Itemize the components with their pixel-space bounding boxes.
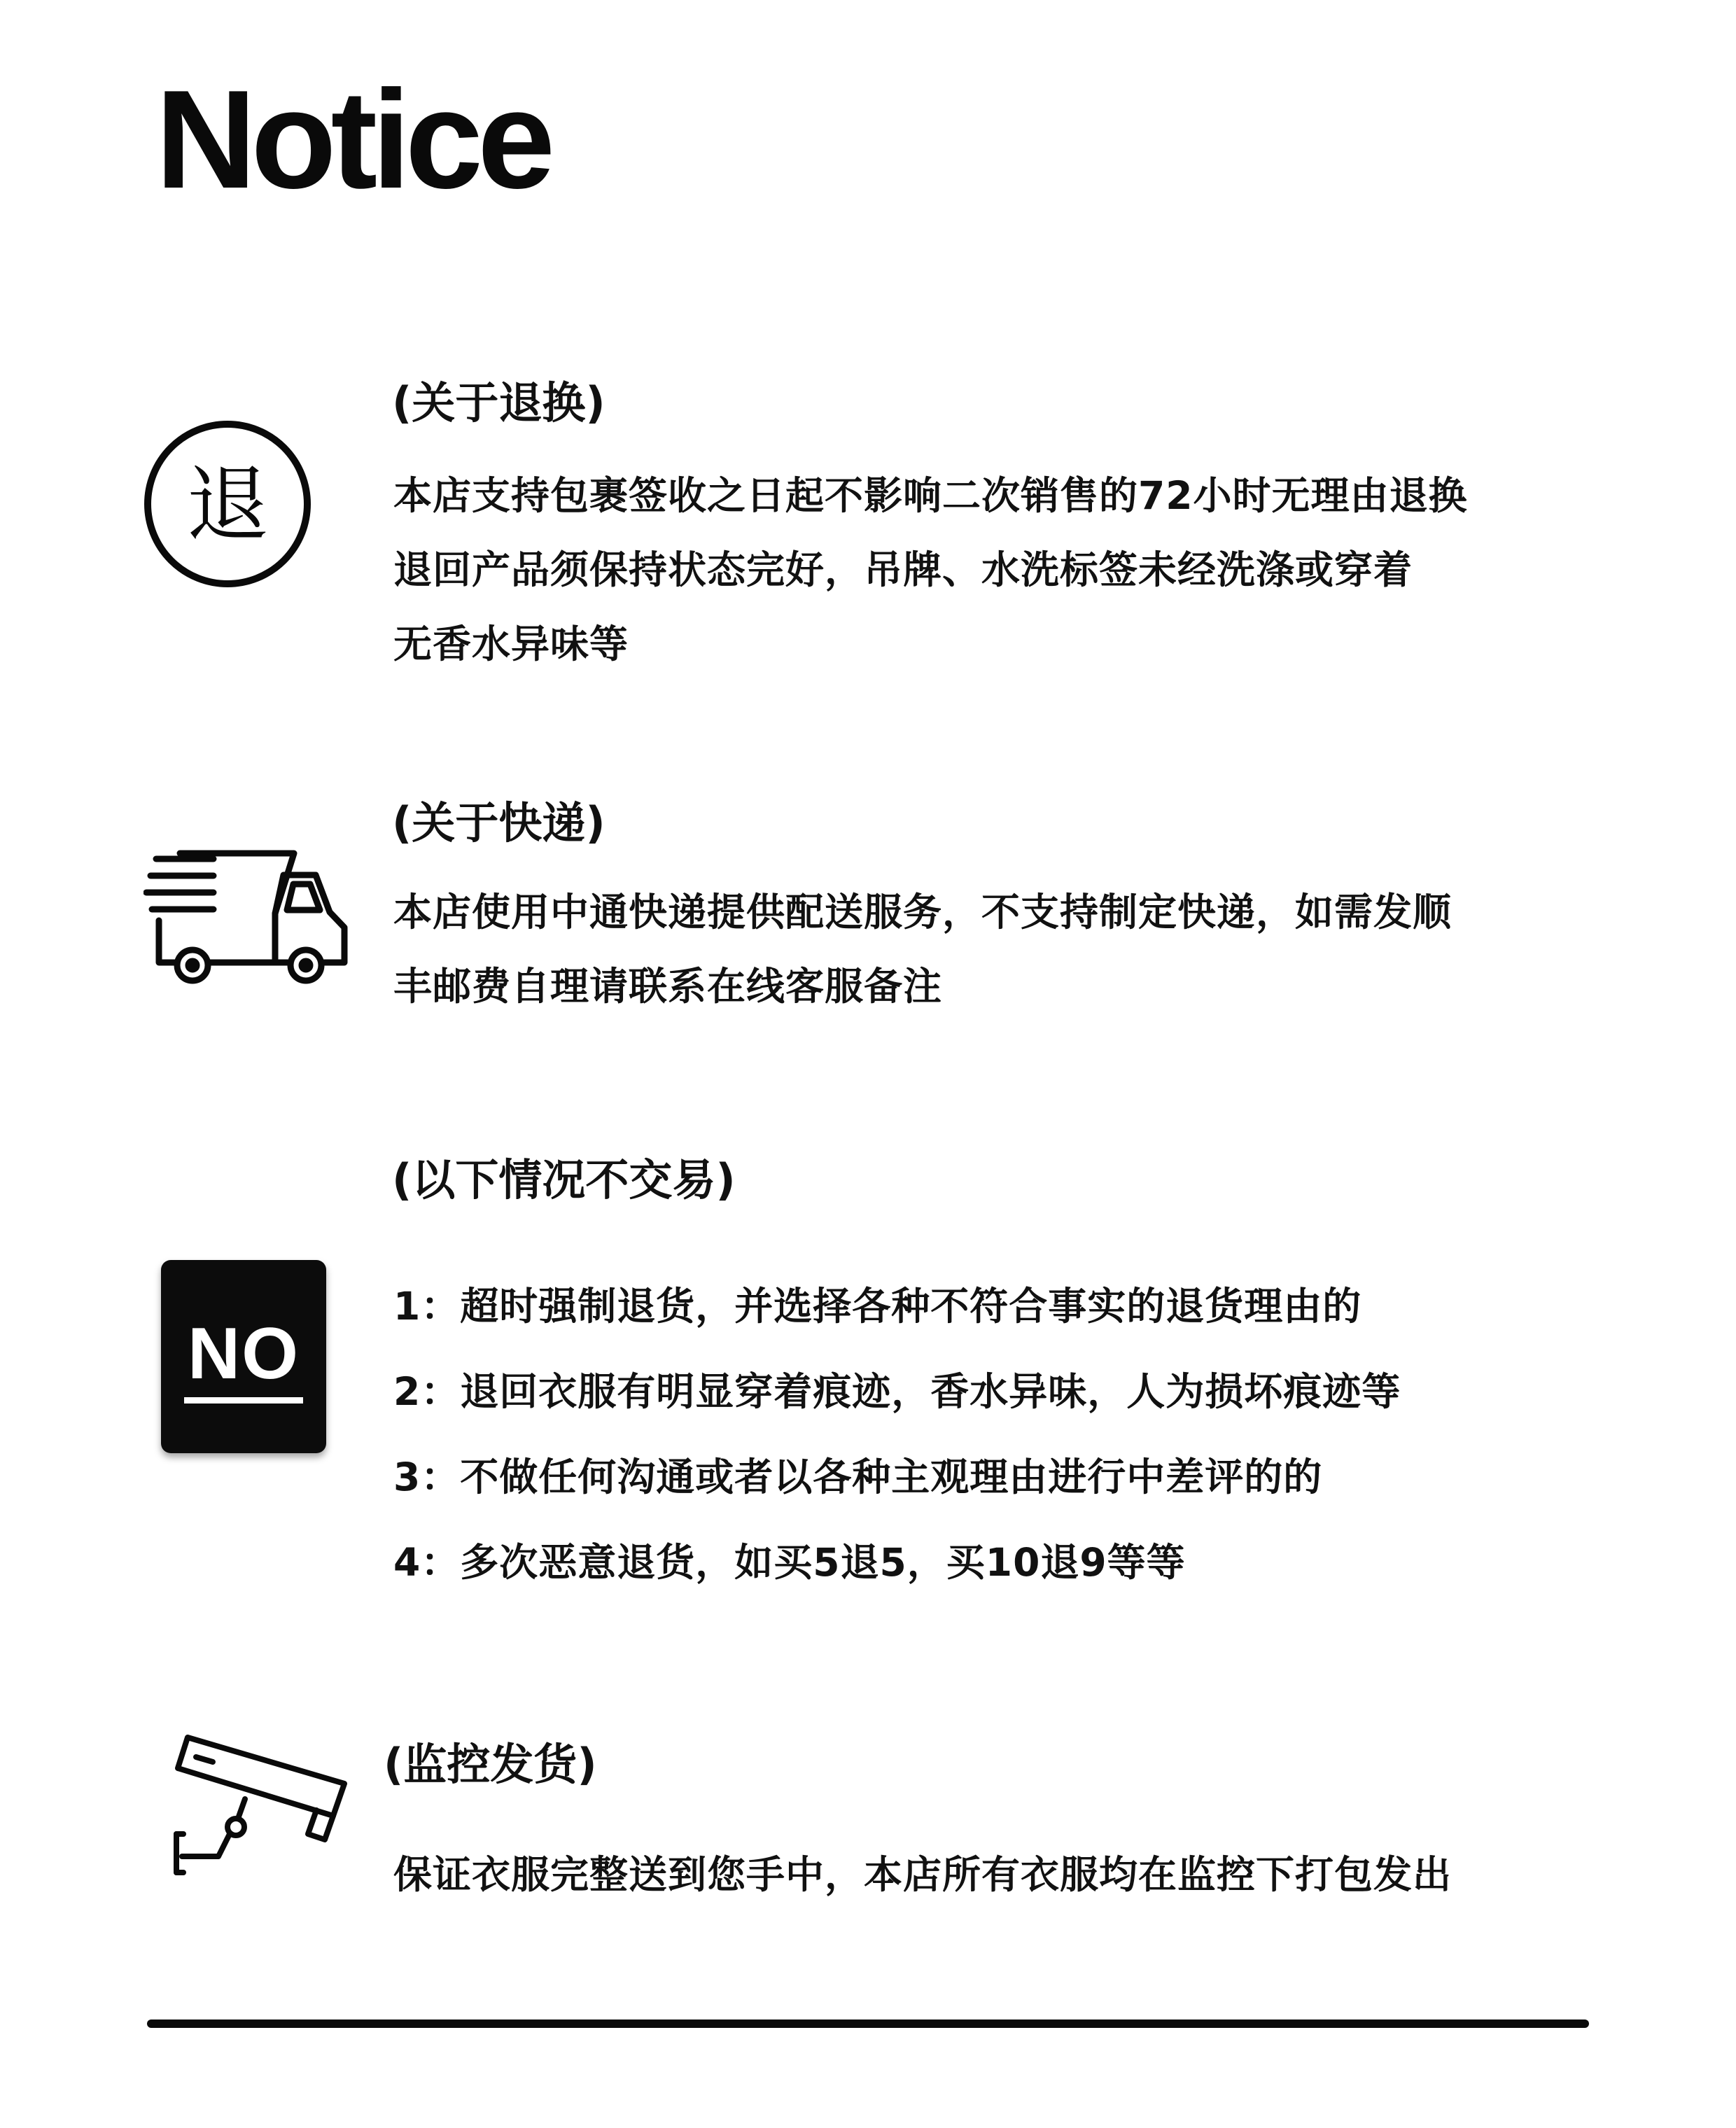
section-heading-monitoring: (监控发货) bbox=[384, 1739, 597, 1790]
list-item: 1：超时强制退货，并选择各种不符合事实的退货理由的 bbox=[393, 1284, 1362, 1329]
text-line: 本店支持包裹签收之日起不影响二次销售的72小时无理由退换 bbox=[393, 473, 1468, 518]
section-body-delivery bbox=[393, 875, 1452, 1023]
section-body-monitoring bbox=[393, 1837, 1452, 1912]
return-char-glyph: 退 bbox=[186, 456, 270, 553]
text-line: 本店使用中通快递提供配送服务，不支持制定快递，如需发顺 bbox=[393, 890, 1452, 934]
text-line: 保证衣服完整送到您手中，本店所有衣服均在监控下打包发出 bbox=[393, 1852, 1452, 1897]
text-line: 无香水异味等 bbox=[393, 622, 629, 666]
text-line: 丰邮费自理请联系在线客服备注 bbox=[393, 964, 943, 1009]
section-heading-no-trade: (以下情况不交易) bbox=[392, 1154, 736, 1205]
no-badge-underline bbox=[184, 1397, 303, 1404]
section-body-no-trade bbox=[393, 1264, 1401, 1605]
section-heading-returns: (关于退换) bbox=[392, 377, 606, 428]
bottom-divider bbox=[147, 2019, 1589, 2028]
return-char-icon bbox=[140, 416, 315, 592]
text-line: 退回产品须保持状态完好，吊牌、水洗标签未经洗涤或穿着 bbox=[393, 547, 1413, 592]
list-item: 3：不做任何沟通或者以各种主观理由进行中差评的的 bbox=[393, 1455, 1323, 1499]
list-item: 4：多次恶意退货，如买5退5，买10退9等等 bbox=[393, 1540, 1186, 1585]
list-item: 2：退回衣服有明显穿着痕迹，香水异味，人为损坏痕迹等 bbox=[393, 1369, 1401, 1414]
security-camera-icon bbox=[168, 1729, 357, 1876]
no-badge-text: NO bbox=[188, 1313, 300, 1394]
delivery-truck-icon bbox=[144, 844, 354, 987]
section-body-returns bbox=[393, 458, 1468, 681]
section-heading-delivery: (关于快递) bbox=[392, 797, 606, 848]
page-title: Notice bbox=[155, 62, 550, 218]
no-badge-icon bbox=[161, 1260, 326, 1453]
